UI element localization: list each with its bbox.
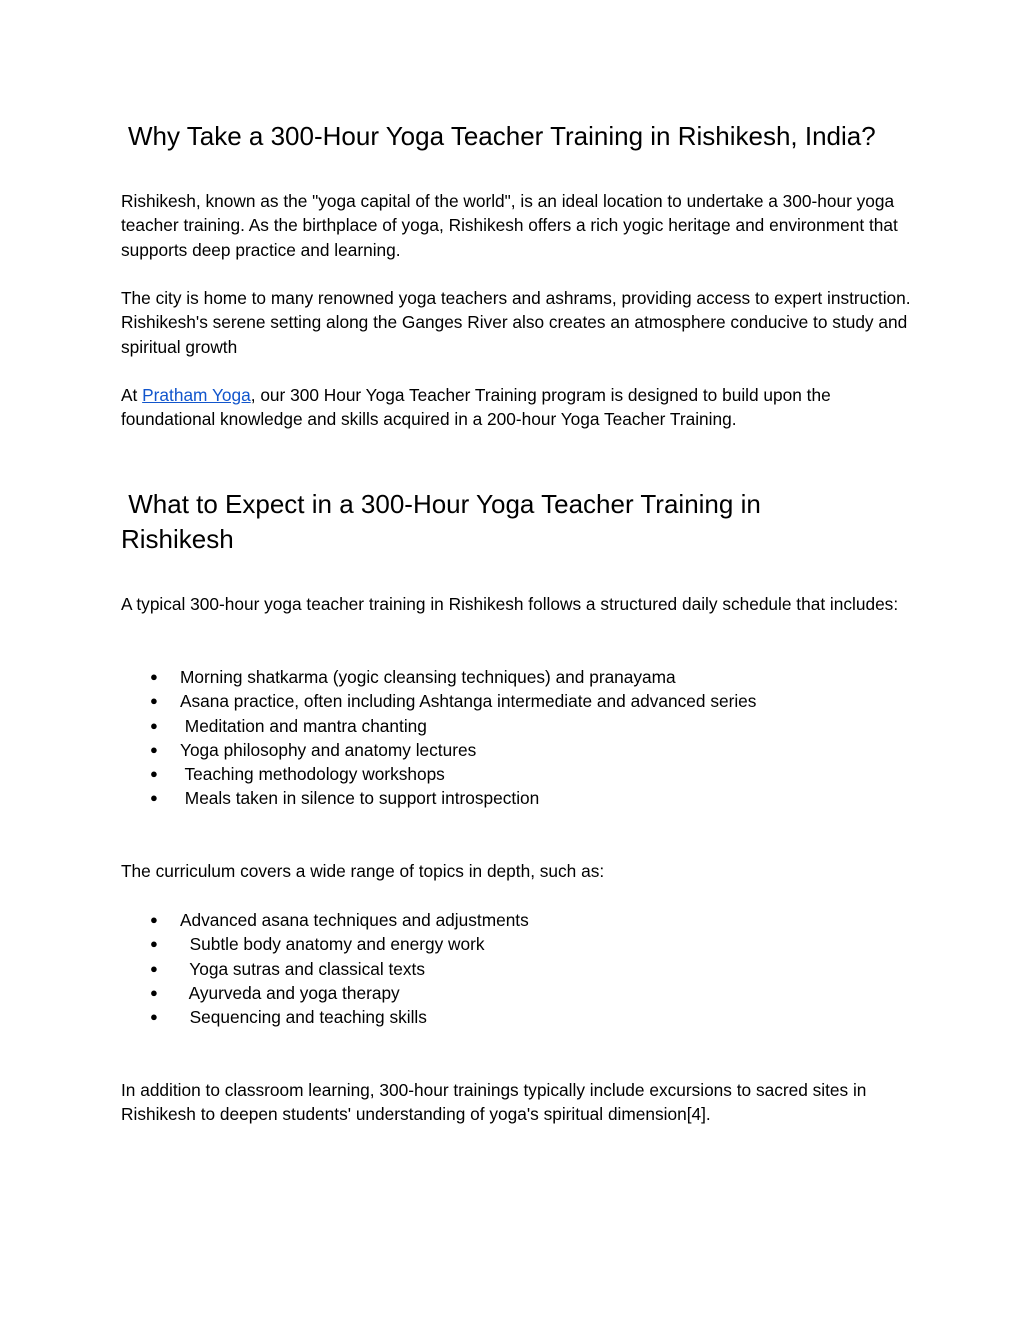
bullet-icon: ● — [150, 741, 158, 757]
list-item — [121, 714, 911, 738]
curriculum-list — [121, 908, 911, 1029]
list-item-text: Asana practice, often including Ashtanga intermediate and advanced series — [180, 691, 757, 712]
list-item-text: Ayurveda and yoga therapy — [180, 982, 400, 1003]
bullet-icon: ● — [150, 960, 158, 976]
list-item — [121, 665, 911, 689]
paragraph-pratham-yoga — [121, 383, 911, 432]
list-item-text: Teaching methodology workshops — [180, 764, 445, 785]
paragraph-rishikesh-intro: Rishikesh, known as the "yoga capital of the world", is an ideal location to undertake a 300-hour yoga teacher training. As the birthplace of yoga, Rishikesh offers a rich yogic heritage and environment that supports deep practice and learning. — [121, 191, 898, 260]
list-item — [121, 957, 911, 981]
paragraph-pratham-prefix: At — [121, 385, 143, 405]
list-item-text: Yoga philosophy and anatomy lectures — [180, 739, 477, 760]
list-item — [121, 1005, 911, 1029]
bullet-icon: ● — [150, 717, 158, 733]
paragraph-city-teachers: The city is home to many renowned yoga teachers and ashrams, providing access to expert instruction. Rishikesh's serene setting along the Ganges River also creates an atmosphere conducive to study and spiritual growth — [121, 288, 911, 357]
heading-what-to-expect: What to Expect in a 300-Hour Yoga Teacher Training in Rishikesh — [121, 489, 769, 554]
paragraph-closing: In addition to classroom learning, 300-hour trainings typically include excursions to sacred sites in Rishikesh to deepen students' understanding of yoga's spiritual dimension[4]. — [121, 1080, 867, 1125]
list-item — [121, 932, 911, 956]
paragraph-schedule-intro: A typical 300-hour yoga teacher training in Rishikesh follows a structured daily schedule that includes: — [121, 594, 899, 614]
heading-why-take-training: Why Take a 300-Hour Yoga Teacher Training in Rishikesh, India? — [128, 121, 876, 151]
bullet-icon: ● — [150, 936, 158, 952]
list-item-text: Meals taken in silence to support introspection — [180, 788, 540, 809]
list-item — [121, 908, 911, 932]
paragraph-curriculum-intro: The curriculum covers a wide range of topics in depth, such as: — [121, 861, 605, 881]
list-item — [121, 738, 911, 762]
paragraph-pratham-suffix: , our 300 Hour Yoga Teacher Training program is designed to build upon the foundational knowledge and skills acquired in a 200-hour Yoga Teacher Training. — [121, 385, 831, 430]
list-item — [121, 981, 911, 1005]
pratham-yoga-link[interactable]: Pratham Yoga — [142, 385, 251, 405]
list-item-text: Morning shatkarma (yogic cleansing techniques) and pranayama — [180, 667, 676, 687]
list-item-text: Yoga sutras and classical texts — [180, 958, 425, 979]
bullet-icon: ● — [150, 1009, 158, 1025]
list-item-text: Subtle body anatomy and energy work — [180, 934, 485, 955]
list-item — [121, 786, 911, 810]
list-item-text: Meditation and mantra chanting — [180, 715, 427, 736]
schedule-list — [121, 665, 911, 811]
bullet-icon: ● — [150, 984, 158, 1000]
bullet-icon: ● — [150, 693, 158, 709]
list-item — [121, 689, 911, 713]
bullet-icon: ● — [150, 912, 158, 927]
bullet-icon: ● — [150, 669, 158, 684]
bullet-icon: ● — [150, 790, 158, 806]
bullet-icon: ● — [150, 766, 158, 782]
list-item-text: Sequencing and teaching skills — [180, 1007, 427, 1028]
list-item — [121, 762, 911, 786]
list-item-text: Advanced asana techniques and adjustments — [180, 910, 529, 930]
